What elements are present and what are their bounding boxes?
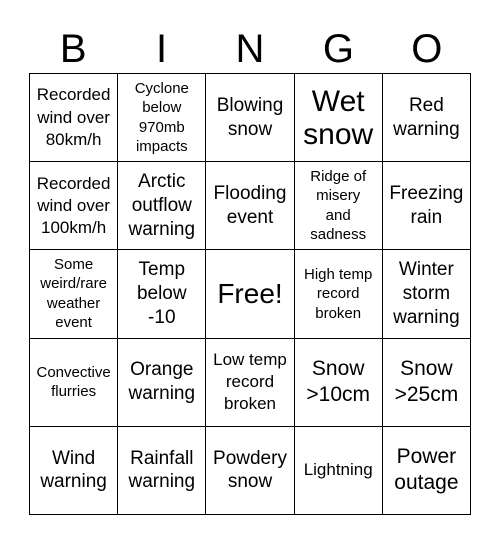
bingo-cell-label: Temp below -10 <box>136 259 187 328</box>
bingo-cell-label: Arctic outflow warning <box>128 171 196 240</box>
bingo-cell-g3[interactable] <box>295 250 383 338</box>
bingo-cell-label: High temp record broken <box>304 265 373 322</box>
header-letter-o: O <box>411 27 443 71</box>
header-letter-g: G <box>322 27 354 71</box>
bingo-header <box>29 24 471 74</box>
bingo-cell-o2[interactable] <box>383 162 471 250</box>
bingo-cell-n1[interactable] <box>206 74 294 162</box>
bingo-cell-b5[interactable] <box>30 427 118 515</box>
bingo-cell-label: Ridge of misery and sadness <box>310 167 367 244</box>
bingo-cell-label: Power outage <box>394 445 459 495</box>
bingo-cell-i4[interactable] <box>118 339 206 427</box>
bingo-cell-label: Recorded wind over 100km/h <box>36 173 111 237</box>
header-letter-i: I <box>156 27 168 71</box>
free-space-label: Free! <box>217 277 283 309</box>
bingo-cell-o5[interactable] <box>383 427 471 515</box>
bingo-cell-b1[interactable] <box>30 74 118 162</box>
bingo-cell-label: Recorded wind over 80km/h <box>36 85 111 149</box>
bingo-cell-label: Convective flurries <box>36 363 111 401</box>
bingo-cell-label: Orange warning <box>128 359 196 405</box>
bingo-cell-label: Some weird/rare weather event <box>40 255 107 332</box>
bingo-cell-label: Low temp record broken <box>213 350 287 414</box>
bingo-cell-label: Freezing rain <box>389 183 464 228</box>
bingo-cell-label: Blowing snow <box>216 94 284 140</box>
bingo-cell-label: Snow >25cm <box>394 356 459 407</box>
bingo-cell-g2[interactable] <box>295 162 383 250</box>
header-letter-n: N <box>235 27 265 71</box>
bingo-cell-i3[interactable] <box>118 250 206 338</box>
bingo-cell-label: Red warning <box>393 94 460 140</box>
bingo-cell-label: Cyclone below 970mb impacts <box>134 79 189 156</box>
bingo-cell-i2[interactable] <box>118 162 206 250</box>
bingo-cell-label: Winter storm warning <box>393 259 460 328</box>
bingo-cell-label: Rainfall warning <box>128 447 196 493</box>
bingo-cell-o4[interactable] <box>383 339 471 427</box>
bingo-cell-o3[interactable] <box>383 250 471 338</box>
bingo-cell-b3[interactable] <box>30 250 118 338</box>
bingo-cell-label: Flooding event <box>213 183 287 228</box>
bingo-cell-label: Snow >10cm <box>306 356 370 407</box>
bingo-cell-label: Powdery snow <box>213 447 287 493</box>
bingo-cell-g5[interactable] <box>295 427 383 515</box>
bingo-cell-label: Wind warning <box>40 447 107 493</box>
header-letter-b: B <box>59 27 87 71</box>
bingo-cell-label: Wet snow <box>303 84 374 151</box>
bingo-cell-n5[interactable] <box>206 427 294 515</box>
bingo-cell-g1[interactable] <box>295 74 383 162</box>
bingo-cell-o1[interactable] <box>383 74 471 162</box>
bingo-cell-i5[interactable] <box>118 427 206 515</box>
bingo-cell-g4[interactable] <box>295 339 383 427</box>
bingo-cell-b4[interactable] <box>30 339 118 427</box>
bingo-cell-b2[interactable] <box>30 162 118 250</box>
bingo-cell-n3-free[interactable] <box>206 250 294 338</box>
bingo-cell-label: Lightning <box>303 460 373 480</box>
bingo-board <box>29 73 471 515</box>
bingo-cell-n2[interactable] <box>206 162 294 250</box>
bingo-cell-i1[interactable] <box>118 74 206 162</box>
bingo-cell-n4[interactable] <box>206 339 294 427</box>
